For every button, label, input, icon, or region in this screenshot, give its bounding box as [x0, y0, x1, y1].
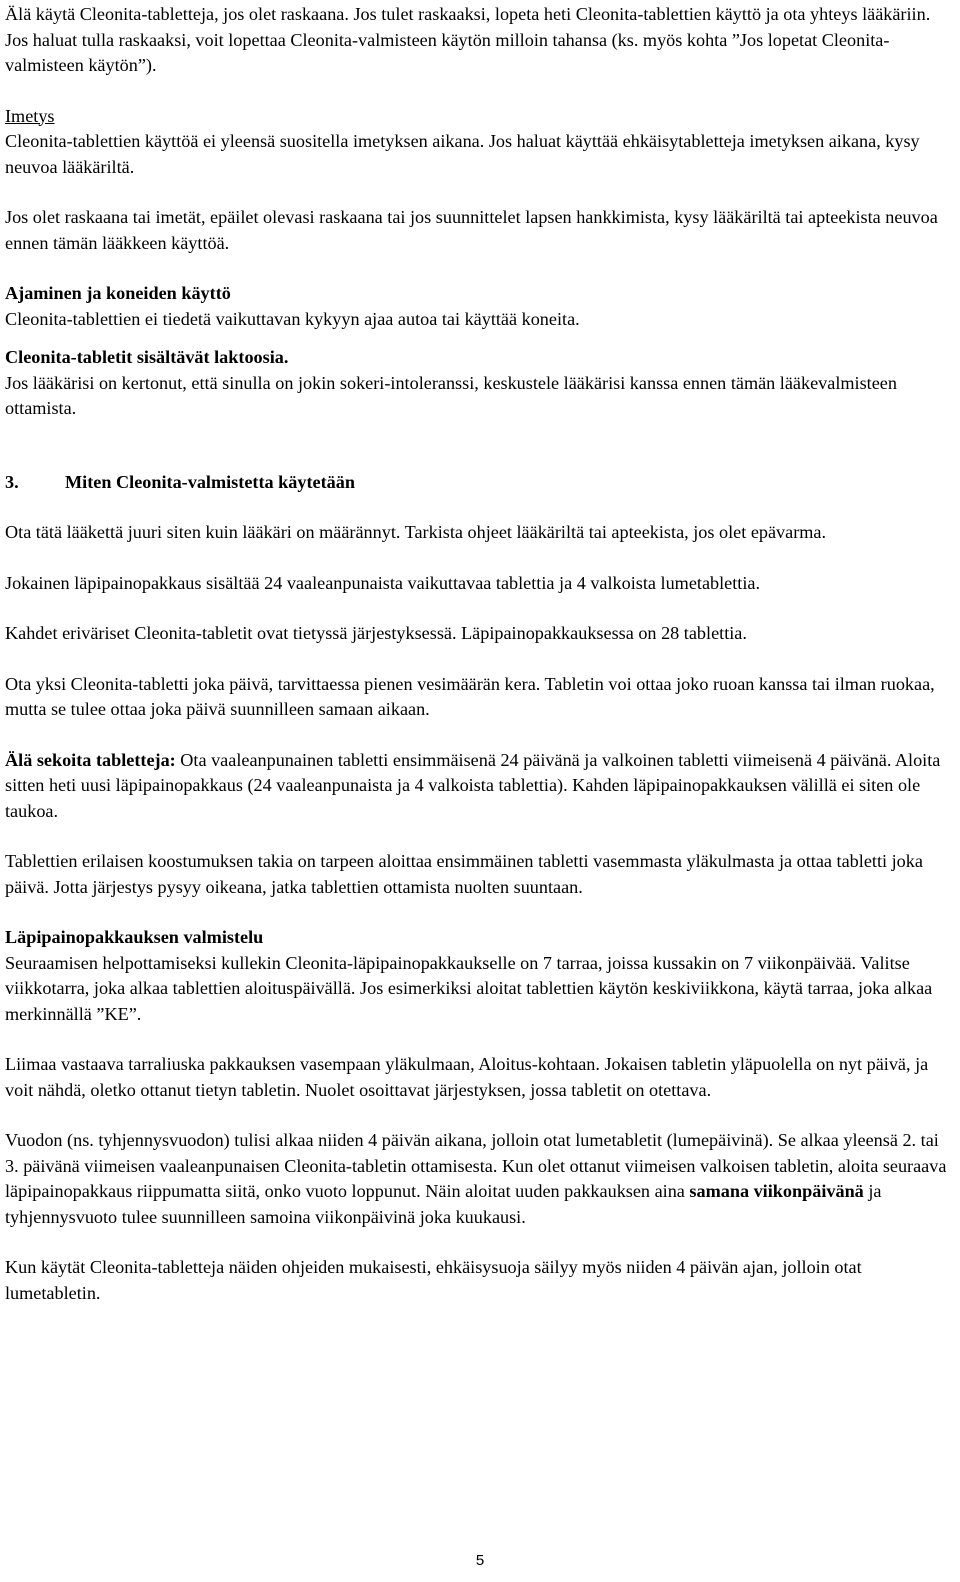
- bleeding-text-start: Vuodon (ns. tyhjennysvuodon) tulisi alkaa niiden 4 päivän aikana, jolloin otat lumetabletit (lumepäivinä). Se alkaa yleensä 2. tai 3. päivänä viimeisen vaaleanpunaisen Cleonita-tabletin ottamisesta. Kun olet ottanut viimeisen valkoisen tabletin, aloita seuraava läpipainopakkaus riippumatta siitä, onko vuoto loppunut. Näin aloitat uuden pakkauksen aina: [5, 1130, 947, 1201]
- usage-paragraph-2: Jokainen läpipainopakkaus sisältää 24 vaaleanpunaista vaikuttavaa tablettia ja 4 valkoista lumetablettia.: [5, 572, 761, 593]
- blister-paragraph-3: [5, 1128, 950, 1230]
- blister-paragraph-4: Kun käytät Cleonita-tabletteja näiden ohjeiden mukaisesti, ehkäisysuoja säilyy myös niiden 4 päivän ajan, jolloin otat lumetabletin.: [5, 1257, 862, 1303]
- section-title: Miten Cleonita-valmistetta käytetään: [65, 471, 355, 492]
- driving-text: Cleonita-tablettien ei tiedetä vaikuttavan kykyyn ajaa autoa tai käyttää koneita.: [5, 308, 580, 329]
- lactose-text: Jos lääkärisi on kertonut, että sinulla on jokin sokeri-intoleranssi, keskustele lääkärisi kanssa ennen tämän lääkevalmisteen ottamista.: [5, 372, 897, 418]
- bleeding-text-end: ja tyhjennysvuoto tulee suunnilleen samoina viikonpäivinä joka kuukausi.: [5, 1181, 882, 1227]
- do-not-mix-text: Ota vaaleanpunainen tabletti ensimmäisenä 24 päivänä ja valkoinen tabletti viimeisenä 4 päivänä. Aloita sitten heti uusi läpipainopakkaus (24 vaaleanpunaista ja 4 valkoista tablettia). Kahden läpipainopakkauksen välillä ei siten ole taukoa.: [5, 749, 941, 821]
- usage-paragraph-1: Ota tätä lääkettä juuri siten kuin lääkäri on määrännyt. Tarkista ohjeet lääkäriltä tai apteekista, jos olet epävarma.: [5, 522, 827, 542]
- blister-paragraph-1: Seuraamisen helpottamiseksi kullekin Cleonita-läpipainopakkaukselle on 7 tarraa, joissa kussakin on 7 viikonpäivää. Valitse viikkotarra, joka alkaa tablettien aloituspäivällä. Jos esimerkiksi aloitat tablettien käytön keskiviikkona, käytä tarraa, joka alkaa merkinnällä ”KE”.: [5, 952, 933, 1024]
- breastfeeding-text: Cleonita-tablettien käyttöä ei yleensä suositella imetyksen aikana. Jos haluat käyttää ehkäisytabletteja imetyksen aikana, kysy neuvoa lääkäriltä.: [5, 131, 920, 177]
- section-3-heading: [5, 470, 950, 496]
- breastfeeding-heading: Imetys: [5, 105, 55, 126]
- usage-paragraph-4: Ota yksi Cleonita-tabletti joka päivä, tarvittaessa pienen vesimäärän kera. Tabletin voi ottaa joko ruoan kanssa tai ilman ruokaa, mutta se tulee ottaa joka päivä suunnilleen samaan aikaan.: [5, 673, 935, 719]
- page-number: 5: [475, 1552, 485, 1569]
- blister-preparation-heading: Läpipainopakkauksen valmistelu: [5, 927, 264, 947]
- do-not-mix-label: Älä sekoita tabletteja:: [5, 749, 176, 770]
- blister-paragraph-2: Liimaa vastaava tarraliuska pakkauksen vasempaan yläkulmaan, Aloitus-kohtaan. Jokaisen tabletin yläpuolella on nyt päivä, ja voit nähdä, oletko ottanut tietyn tabletin. Nuolet osoittavat järjestyksen, jossa tabletit on otettava.: [5, 1054, 929, 1100]
- pregnancy-paragraph: Älä käytä Cleonita-tabletteja, jos olet raskaana. Jos tulet raskaaksi, lopeta heti Cleonita-tablettien käyttö ja ota yhteys lääkäriin. Jos haluat tulla raskaaksi, voit lopettaa Cleonita-valmisteen käytön milloin tahansa (ks. myös kohta ”Jos lopetat Cleonita-valmisteen käytön”).: [5, 4, 931, 75]
- usage-paragraph-5: [5, 748, 950, 825]
- section-number: 3.: [5, 471, 19, 492]
- pregnant-advice-paragraph: Jos olet raskaana tai imetät, epäilet olevasi raskaana tai jos suunnittelet lapsen hankkimista, kysy lääkäriltä tai apteekista neuvoa ennen tämän lääkkeen käyttöä.: [5, 207, 938, 253]
- same-weekday-emphasis: samana viikonpäivänä: [689, 1181, 864, 1201]
- usage-paragraph-3: Kahdet eriväriset Cleonita-tabletit ovat tietyssä järjestyksessä. Läpipainopakkauksessa on 28 tablettia.: [5, 623, 747, 643]
- document-page: [5, 2, 950, 1306]
- usage-paragraph-6: Tablettien erilaisen koostumuksen takia on tarpeen aloittaa ensimmäinen tabletti vasemmasta yläkulmasta ja ottaa tabletti joka päivä. Jotta järjestys pysyy oikeana, jatka tablettien ottamista nuolten suuntaan.: [5, 851, 923, 897]
- driving-heading: Ajaminen ja koneiden käyttö: [5, 283, 231, 303]
- lactose-heading: Cleonita-tabletit sisältävät laktoosia.: [5, 347, 289, 367]
